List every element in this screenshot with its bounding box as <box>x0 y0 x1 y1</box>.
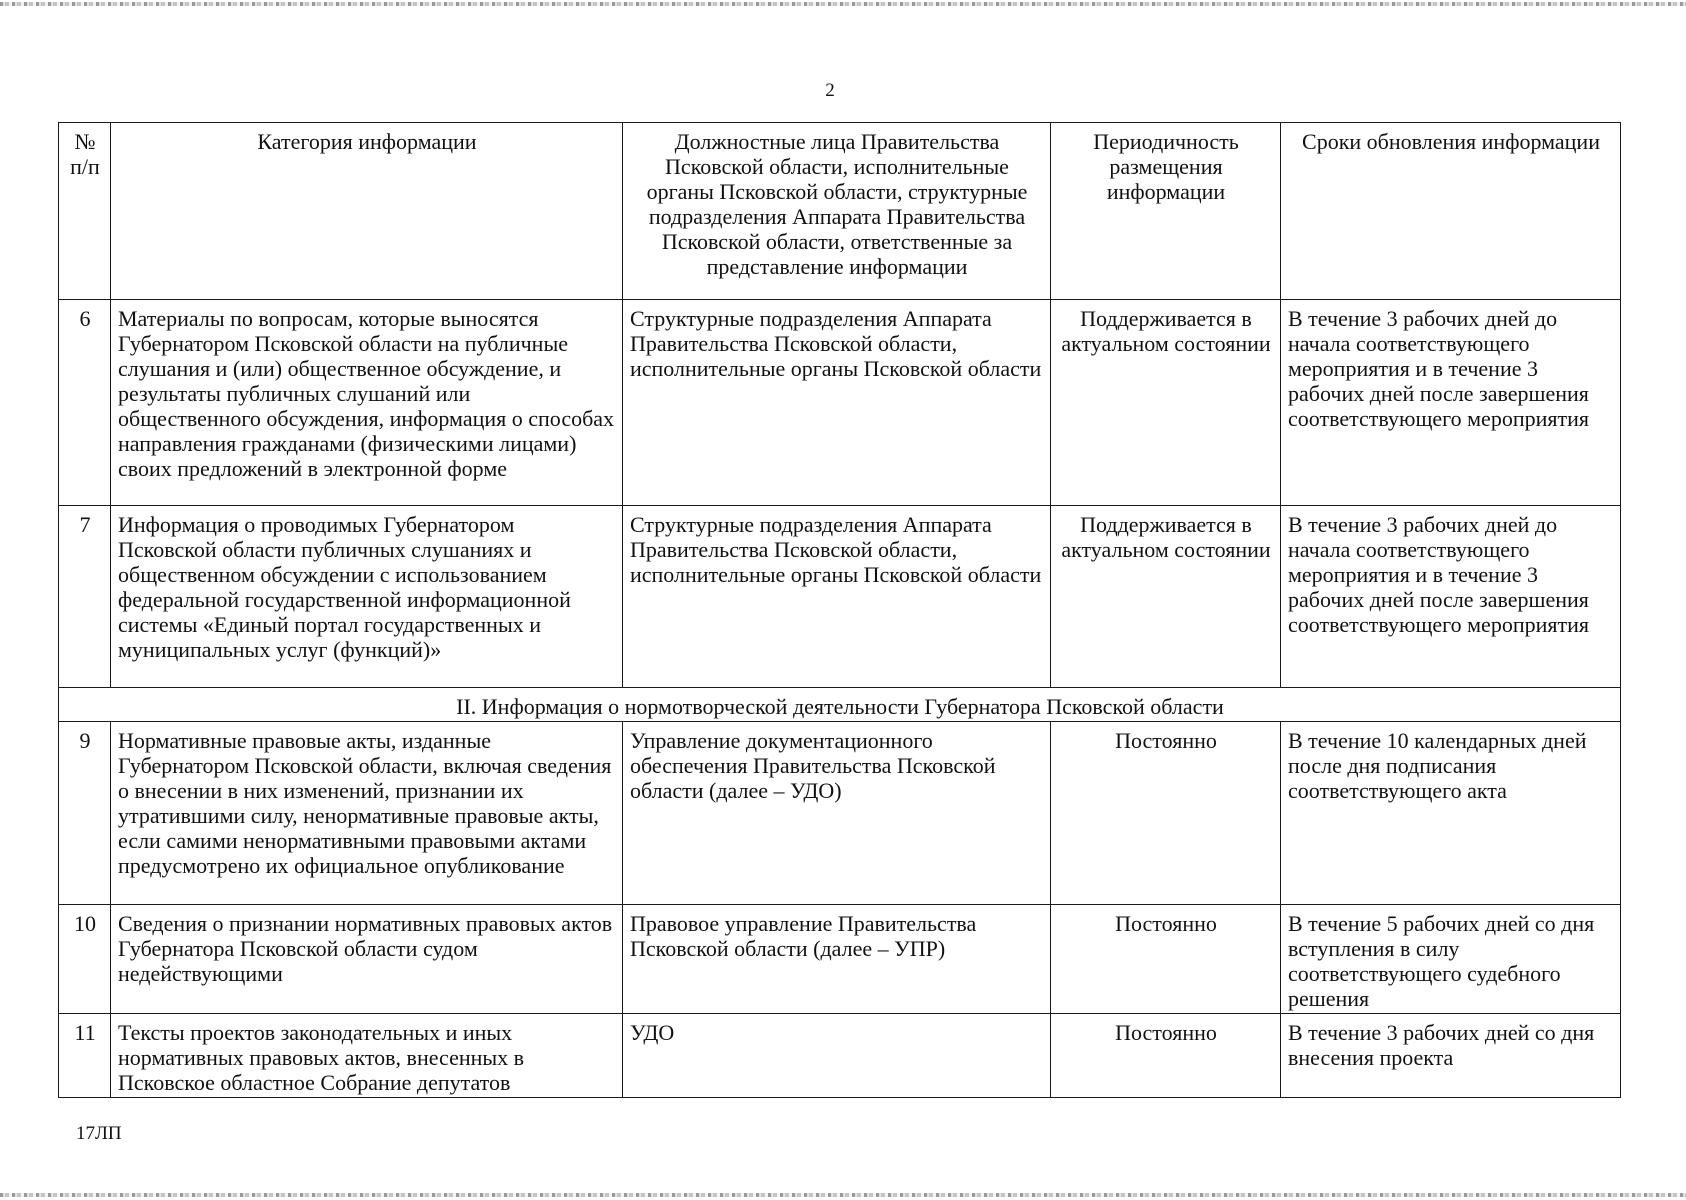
row-category: Информация о проводимых Губернатором Псковской области публичных слушаниях и общественном обсуждении с использованием федеральной государственной информационной системы «Единый портал государственных и муниципальных услуг (функций)» <box>111 506 623 688</box>
header-deadline: Сроки обновления информации <box>1281 123 1621 300</box>
row-responsible: Структурные подразделения Аппарата Правительства Псковской области, исполнительные органы Псковской области <box>623 300 1051 506</box>
table-row <box>59 300 1621 506</box>
row-responsible: УДО <box>623 1014 1051 1098</box>
row-number: 6 <box>59 300 111 506</box>
row-deadline: В течение 3 рабочих дней до начала соответствующего мероприятия и в течение 3 рабочих дней после завершения соответствующего мероприятия <box>1281 300 1621 506</box>
row-deadline: В течение 10 календарных дней после дня подписания соответствующего акта <box>1281 722 1621 905</box>
row-category: Нормативные правовые акты, изданные Губернатором Псковской области, включая сведения о внесении в них изменений, признании их утратившими силу, ненормативные правовые акты, если самими ненормативными правовыми актами предусмотрено их официальное опубликование <box>111 722 623 905</box>
row-periodicity: Постоянно <box>1051 905 1281 1014</box>
row-number: 7 <box>59 506 111 688</box>
scan-edge-top <box>0 2 1686 6</box>
table-row <box>59 1014 1621 1098</box>
row-deadline: В течение 3 рабочих дней со дня внесения проекта <box>1281 1014 1621 1098</box>
row-number: 10 <box>59 905 111 1014</box>
row-periodicity: Поддерживается в актуальном состоянии <box>1051 300 1281 506</box>
table-row <box>59 905 1621 1014</box>
row-periodicity: Постоянно <box>1051 1014 1281 1098</box>
page-number: 2 <box>825 80 835 101</box>
header-category: Категория информации <box>111 123 623 300</box>
row-number: 9 <box>59 722 111 905</box>
row-periodicity: Поддерживается в актуальном состоянии <box>1051 506 1281 688</box>
section-title: II. Информация о нормотворческой деятельности Губернатора Псковской области <box>59 688 1621 722</box>
scan-edge-bottom <box>0 1193 1686 1197</box>
header-periodicity: Периодичность размещения информации <box>1051 123 1281 300</box>
row-category: Сведения о признании нормативных правовых актов Губернатора Псковской области судом недействующими <box>111 905 623 1014</box>
row-responsible: Управление документационного обеспечения Правительства Псковской области (далее – УДО) <box>623 722 1051 905</box>
table-header-row <box>59 123 1621 300</box>
row-periodicity: Постоянно <box>1051 722 1281 905</box>
row-deadline: В течение 3 рабочих дней до начала соответствующего мероприятия и в течение 3 рабочих дней после завершения соответствующего мероприятия <box>1281 506 1621 688</box>
information-table <box>58 122 1621 1098</box>
section-row <box>59 688 1621 722</box>
row-deadline: В течение 5 рабочих дней со дня вступления в силу соответствующего судебного решения <box>1281 905 1621 1014</box>
header-number: № п/п <box>59 123 111 300</box>
row-responsible: Структурные подразделения Аппарата Правительства Псковской области, исполнительные органы Псковской области <box>623 506 1051 688</box>
header-responsible: Должностные лица Правительства Псковской области, исполнительные органы Псковской области, структурные подразделения Аппарата Правительства Псковской области, ответственные за представление информации <box>623 123 1051 300</box>
row-number: 11 <box>59 1014 111 1098</box>
row-category: Тексты проектов законодательных и иных нормативных правовых актов, внесенных в Псковское областное Собрание депутатов <box>111 1014 623 1098</box>
table-row <box>59 722 1621 905</box>
table-row <box>59 506 1621 688</box>
document-code: 17ЛП <box>76 1123 122 1144</box>
row-responsible: Правовое управление Правительства Псковской области (далее – УПР) <box>623 905 1051 1014</box>
row-category: Материалы по вопросам, которые выносятся Губернатором Псковской области на публичные слушания и (или) общественное обсуждение, и результаты публичных слушаний или общественного обсуждения, информация о способах направления гражданами (физическими лицами) своих предложений в электронной форме <box>111 300 623 506</box>
